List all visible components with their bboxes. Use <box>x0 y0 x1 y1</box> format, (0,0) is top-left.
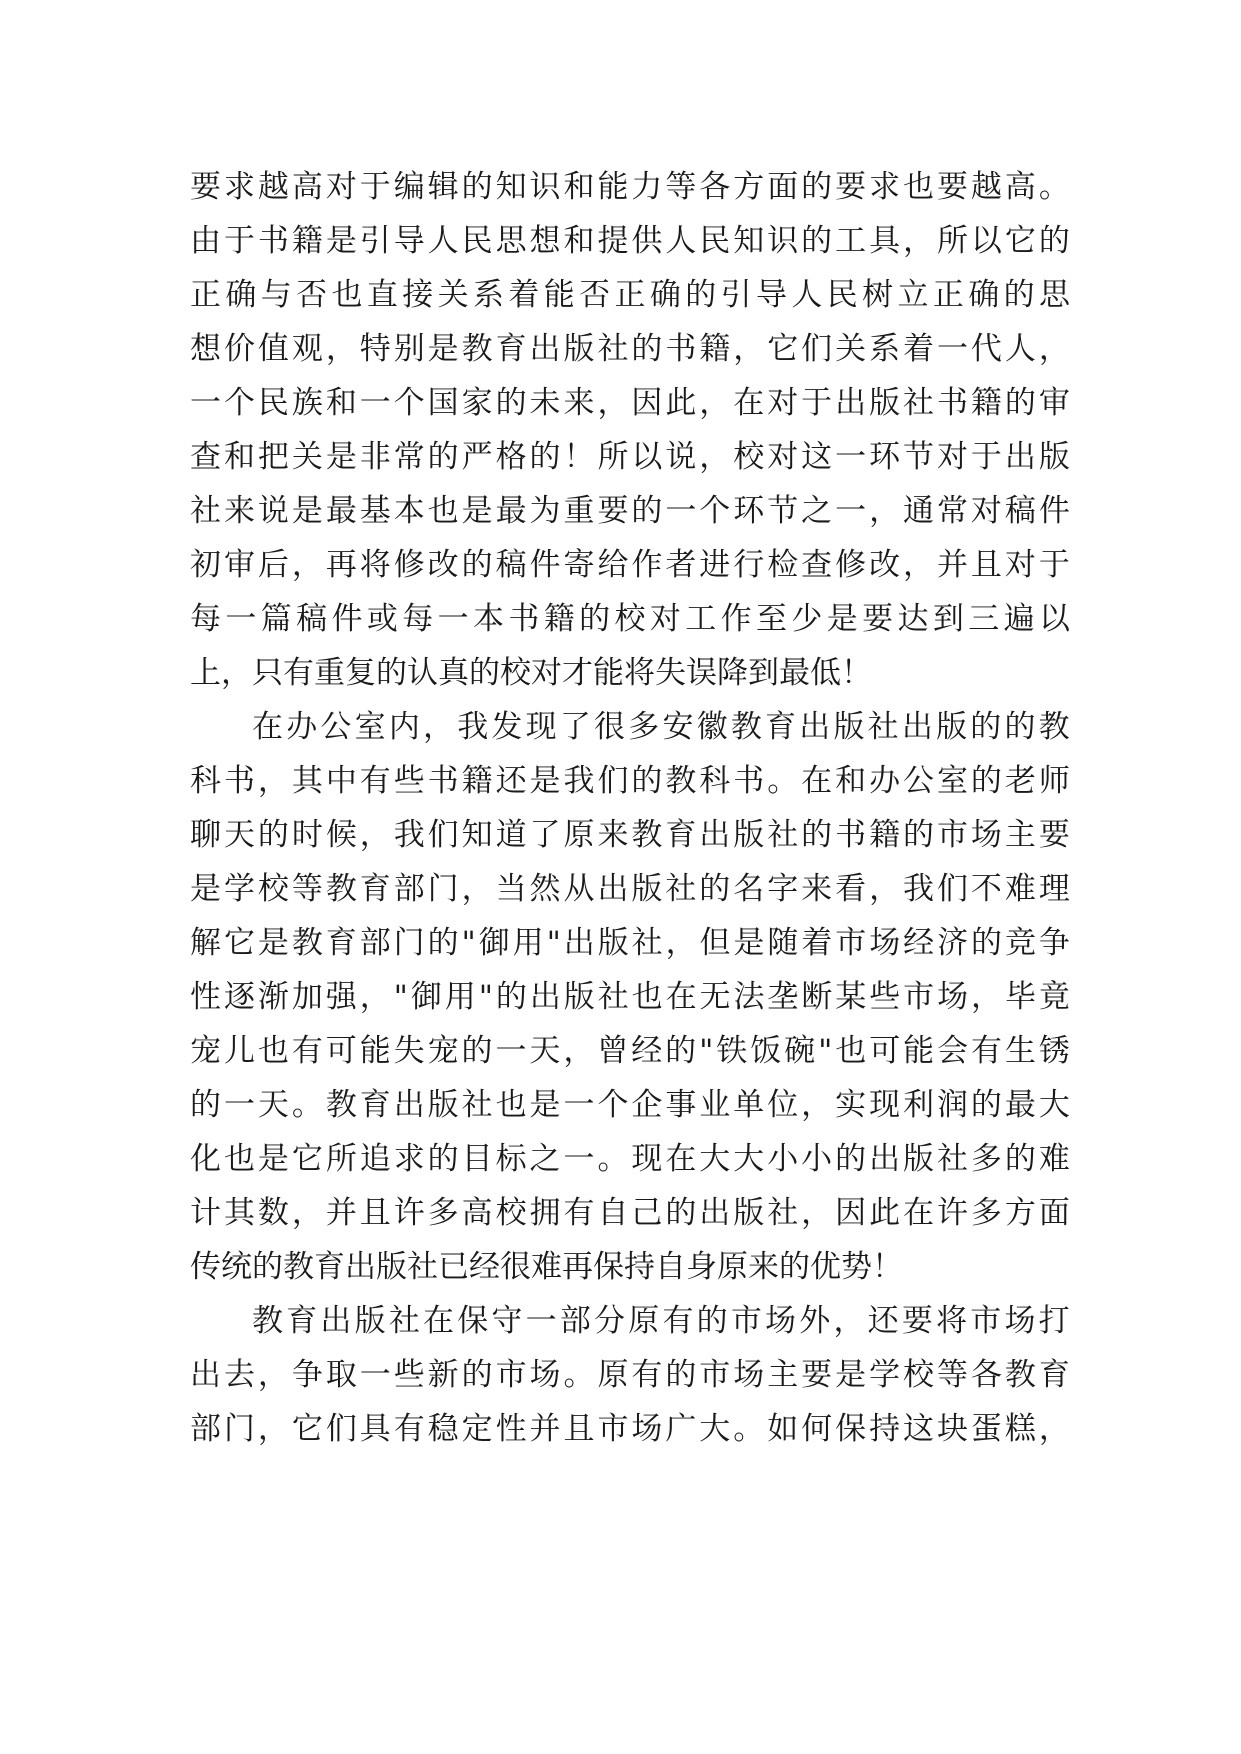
text-line: 要 求 越 高 对 于 编 辑 的 知 识 和 能 力 等 各 方 面 的 要 求 也 要 越 高 。 <box>190 169 1070 205</box>
text-line: 每 一 篇 稿 件 或 每 一 本 书 籍 的 校 对 工 作 至 少 是 要 达 到 三 遍 以 <box>190 601 1070 637</box>
text-line: 一 个 民 族 和 一 个 国 家 的 未 来 ， 因 此 ， 在 对 于 出 版 社 书 籍 的 审 <box>190 385 1070 421</box>
text-line: 由 于 书 籍 是 引 导 人 民 思 想 和 提 供 人 民 知 识 的 工 具 ， 所 以 它 的 <box>190 223 1070 259</box>
text-line: 出 去 ， 争 取 一 些 新 的 市 场 。 原 有 的 市 场 主 要 是 学 校 等 各 教 育 <box>190 1357 1070 1393</box>
text-line: 想 价 值 观 ， 特 别 是 教 育 出 版 社 的 书 籍 ， 它 们 关 系 着 一 代 人 ， <box>190 331 1070 367</box>
document-body <box>190 160 1070 1456</box>
text-line: 宠 儿 也 有 可 能 失 宠 的 一 天 ， 曾 经 的 " 铁 饭 碗 " 也 可 能 会 有 生 锈 <box>190 1033 1070 1069</box>
text-line: 性 逐 渐 加 强 ， " 御 用 " 的 出 版 社 也 在 无 法 垄 断 某 些 市 场 ， 毕 竟 <box>190 979 1070 1015</box>
text-line: 上，只有重复的认真的校对才能将失误降到最低！ <box>190 655 872 691</box>
text-line: 计 其 数 ， 并 且 许 多 高 校 拥 有 自 己 的 出 版 社 ， 因 此 在 许 多 方 面 <box>190 1195 1070 1231</box>
text-line: 初 审 后 ， 再 将 修 改 的 稿 件 寄 给 作 者 进 行 检 查 修 改 ， 并 且 对 于 <box>190 547 1070 583</box>
text-line: 聊 天 的 时 候 ， 我 们 知 道 了 原 来 教 育 出 版 社 的 书 籍 的 市 场 主 要 <box>190 817 1070 853</box>
paragraph <box>190 160 1070 700</box>
text-line: 在 办 公 室 内 ， 我 发 现 了 很 多 安 徽 教 育 出 版 社 出 版 的 的 教 <box>252 709 1070 745</box>
text-line: 教 育 出 版 社 在 保 守 一 部 分 原 有 的 市 场 外 ， 还 要 将 市 场 打 <box>252 1303 1070 1339</box>
text-line: 查 和 把 关 是 非 常 的 严 格 的 ！ 所 以 说 ， 校 对 这 一 环 节 对 于 出 版 <box>190 439 1070 475</box>
text-line: 解 它 是 教 育 部 门 的 " 御 用 " 出 版 社 ， 但 是 随 着 市 场 经 济 的 竞 争 <box>190 925 1070 961</box>
paragraph <box>190 700 1070 1294</box>
text-line: 正 确 与 否 也 直 接 关 系 着 能 否 正 确 的 引 导 人 民 树 立 正 确 的 思 <box>190 277 1070 313</box>
paragraph <box>190 1294 1070 1456</box>
text-line: 科 书 ， 其 中 有 些 书 籍 还 是 我 们 的 教 科 书 。 在 和 办 公 室 的 老 师 <box>190 763 1070 799</box>
text-line: 传统的教育出版社已经很难再保持自身原来的优势！ <box>190 1249 903 1285</box>
text-line: 的 一 天 。 教 育 出 版 社 也 是 一 个 企 事 业 单 位 ， 实 现 利 润 的 最 大 <box>190 1087 1070 1123</box>
text-line: 社 来 说 是 最 基 本 也 是 最 为 重 要 的 一 个 环 节 之 一 ， 通 常 对 稿 件 <box>190 493 1070 529</box>
text-line: 部 门 ， 它 们 具 有 稳 定 性 并 且 市 场 广 大 。 如 何 保 持 这 块 蛋 糕 ， <box>190 1411 1070 1447</box>
text-line: 化 也 是 它 所 追 求 的 目 标 之 一 。 现 在 大 大 小 小 的 出 版 社 多 的 难 <box>190 1141 1070 1177</box>
text-line: 是 学 校 等 教 育 部 门 ， 当 然 从 出 版 社 的 名 字 来 看 ， 我 们 不 难 理 <box>190 871 1070 907</box>
